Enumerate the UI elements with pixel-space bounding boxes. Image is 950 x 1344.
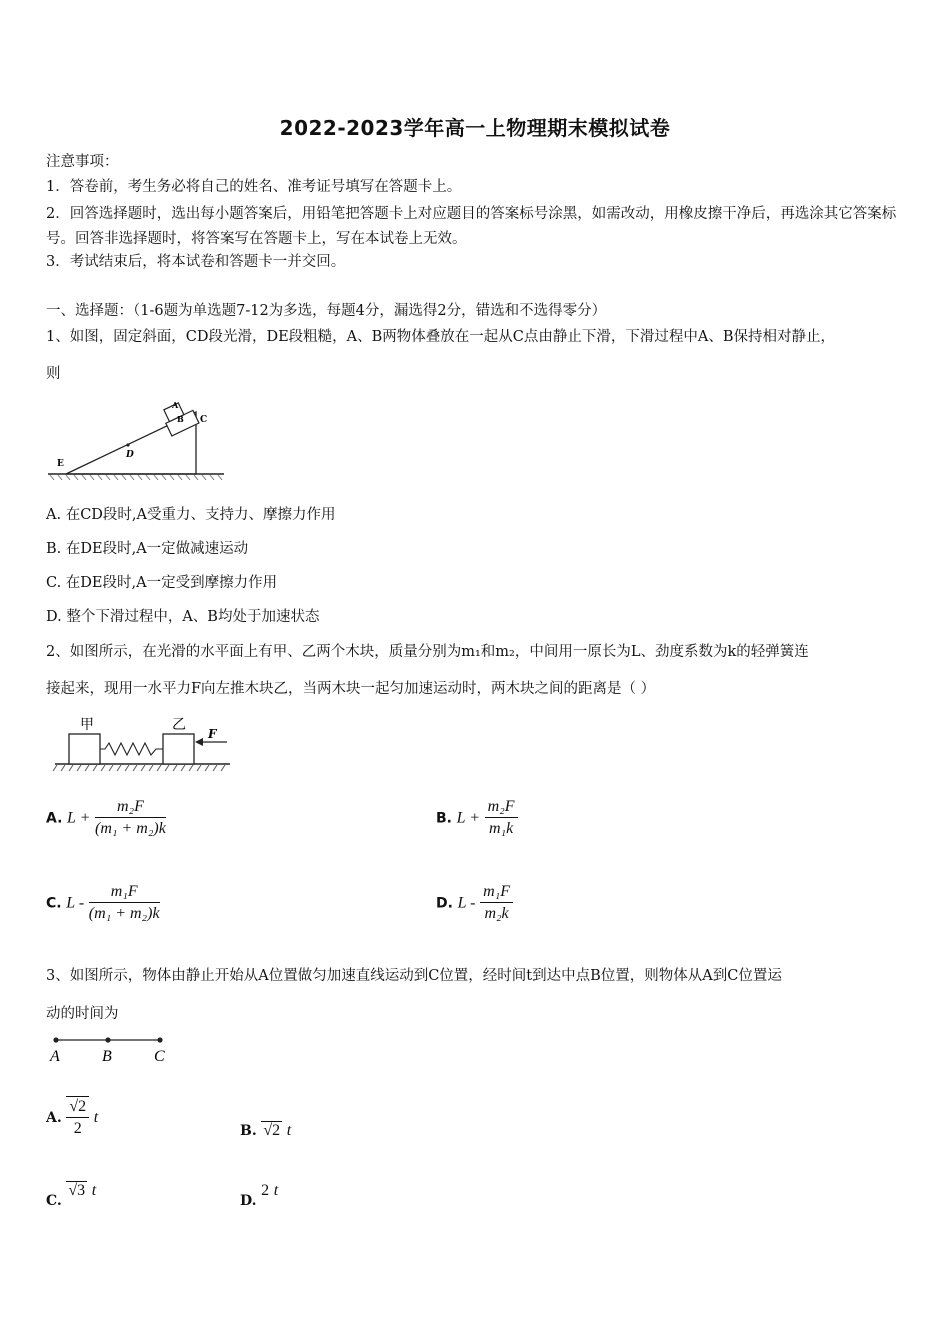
q2-text: 2、如图所示，在光滑的水平面上有甲、乙两个木块，质量分别为m₁和m₂，中间用一原长为L、劲度系数为k的轻弹簧连 — [46, 644, 809, 660]
q3-option-b-var: t — [286, 1122, 292, 1139]
q1-option-a: A. 在CD段时,A受重力、支持力、摩擦力作用 — [46, 507, 336, 523]
q1-text: 1、如图，固定斜面，CD段光滑，DE段粗糙，A、B两物体叠放在一起从C点由静止下滑，下滑过程中A、B保持相对静止， — [46, 329, 835, 345]
q3-option-a-var: t — [93, 1109, 99, 1126]
label-a: A — [172, 400, 179, 410]
q3-option-c — [46, 1182, 97, 1209]
notice-item-1: 1．答卷前，考生务必将自己的姓名、准考证号填写在答题卡上。 — [46, 179, 462, 195]
block-label-right: 乙 — [172, 717, 186, 733]
q2-option-c-prefix: L - — [66, 894, 85, 912]
q3-option-d-var: t — [273, 1182, 279, 1199]
q3-option-a-den: 2 — [73, 1120, 82, 1137]
point-a-label: A — [50, 1048, 60, 1065]
q2-option-b-label: B. — [436, 810, 452, 827]
q3-option-d-label: D. — [240, 1193, 257, 1209]
point-c-label: C — [154, 1048, 165, 1065]
q3-option-b — [240, 1122, 291, 1140]
q3-option-a-label: A. — [46, 1110, 62, 1126]
q3-option-a-num: √2 — [66, 1096, 89, 1118]
label-b: B — [177, 414, 184, 424]
q2-option-a-num: m₂F — [95, 797, 166, 818]
q3-option-d — [240, 1182, 279, 1209]
q2-option-b-num: m₂F — [485, 797, 518, 818]
q1-text-cont: 则 — [46, 366, 61, 382]
q3-option-b-label: B. — [240, 1123, 257, 1139]
q2-option-a — [46, 797, 166, 840]
q2-option-c-num: m₁F — [89, 882, 160, 903]
q2-option-d-prefix: L - — [457, 894, 476, 912]
label-d: D — [126, 450, 134, 460]
q3-option-c-label: C. — [46, 1193, 62, 1209]
q2-option-c-den: (m₁ + m₂)k — [88, 905, 160, 922]
q2-text-cont: 接起来，现用一水平力F向左推木块乙，当两木块一起匀加速运动时，两木块之间的距离是（ ） — [46, 681, 656, 697]
section-heading: 一、选择题：（1-6题为单选题7-12为多选，每题4分，漏选得2分，错选和不选得零分） — [46, 303, 607, 319]
q2-option-b-den: m₁k — [488, 820, 514, 837]
q2-option-d — [436, 882, 513, 925]
notice-item-3: 3．考试结束后，将本试卷和答题卡一并交回。 — [46, 254, 346, 270]
q3-option-a — [46, 1096, 98, 1140]
q1-option-d: D. 整个下滑过程中，A、B均处于加速状态 — [46, 609, 320, 625]
spring-figure — [52, 712, 234, 774]
q1-option-c: C. 在DE段时,A一定受到摩擦力作用 — [46, 575, 278, 591]
q3-option-c-var: t — [91, 1182, 97, 1199]
force-label: F — [208, 727, 217, 741]
q2-option-a-den: (m₁ + m₂)k — [95, 820, 166, 837]
line-segment-figure — [46, 1032, 176, 1068]
q2-option-c — [46, 882, 160, 925]
q3-option-d-expr: 2 — [261, 1182, 270, 1199]
q2-option-d-label: D. — [436, 895, 453, 912]
notice-item-2: 2．回答选择题时，选出每小题答案后，用铅笔把答题卡上对应题目的答案标号涂黑，如需改动，用橡皮擦干净后，再选涂其它答案标号。回答非选择题时，将答案写在答题卡上，写在本试卷上无效。 — [46, 206, 897, 247]
incline-figure — [44, 390, 230, 482]
q3-option-b-expr: √2 — [263, 1122, 281, 1139]
q2-option-c-label: C. — [46, 895, 62, 912]
q1-option-b: B. 在DE段时,A一定做减速运动 — [46, 541, 249, 557]
point-b-label: B — [102, 1048, 112, 1065]
q3-text-cont: 动的时间为 — [46, 1006, 119, 1022]
label-c: C — [200, 415, 208, 425]
notice-heading: 注意事项： — [46, 154, 119, 170]
q3-option-c-expr: √3 — [68, 1182, 86, 1199]
q2-option-b — [436, 797, 518, 840]
q3-text: 3、如图所示，物体由静止开始从A位置做匀加速直线运动到C位置，经时间t到达中点B位置，则物体从A到C位置运 — [46, 968, 782, 984]
q2-option-a-label: A. — [46, 810, 63, 827]
q2-option-d-num: m₁F — [480, 882, 513, 903]
q2-option-b-prefix: L + — [456, 809, 481, 827]
label-e: E — [57, 459, 64, 469]
page-title: 2022-2023学年高一上物理期末模拟试卷 — [279, 116, 671, 140]
block-label-left: 甲 — [80, 717, 94, 733]
q2-option-d-den: m₂k — [484, 905, 509, 922]
q2-option-a-prefix: L + — [67, 809, 91, 827]
